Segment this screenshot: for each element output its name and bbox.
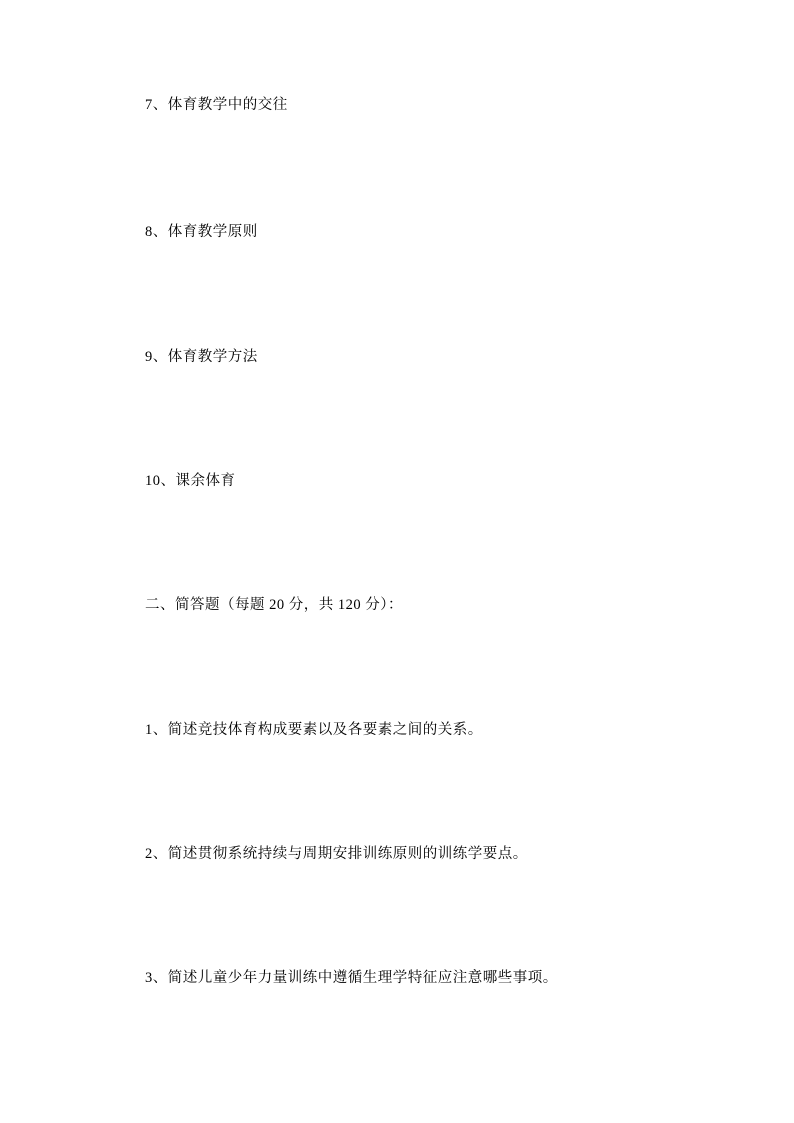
short-answer-question-1: 1、简述竞技体育构成要素以及各要素之间的关系。 xyxy=(145,722,483,738)
term-question-9: 9、体育教学方法 xyxy=(145,349,258,365)
term-question-8: 8、体育教学原则 xyxy=(145,224,258,240)
short-answer-question-3: 3、简述儿童少年力量训练中遵循生理学特征应注意哪些事项。 xyxy=(145,970,558,986)
short-answer-question-2: 2、简述贯彻系统持续与周期安排训练原则的训练学要点。 xyxy=(145,846,528,862)
term-question-7: 7、体育教学中的交往 xyxy=(145,97,288,113)
term-question-10: 10、课余体育 xyxy=(145,473,236,489)
section-heading-short-answer: 二、简答题（每题 20 分，共 120 分）： xyxy=(145,597,403,613)
